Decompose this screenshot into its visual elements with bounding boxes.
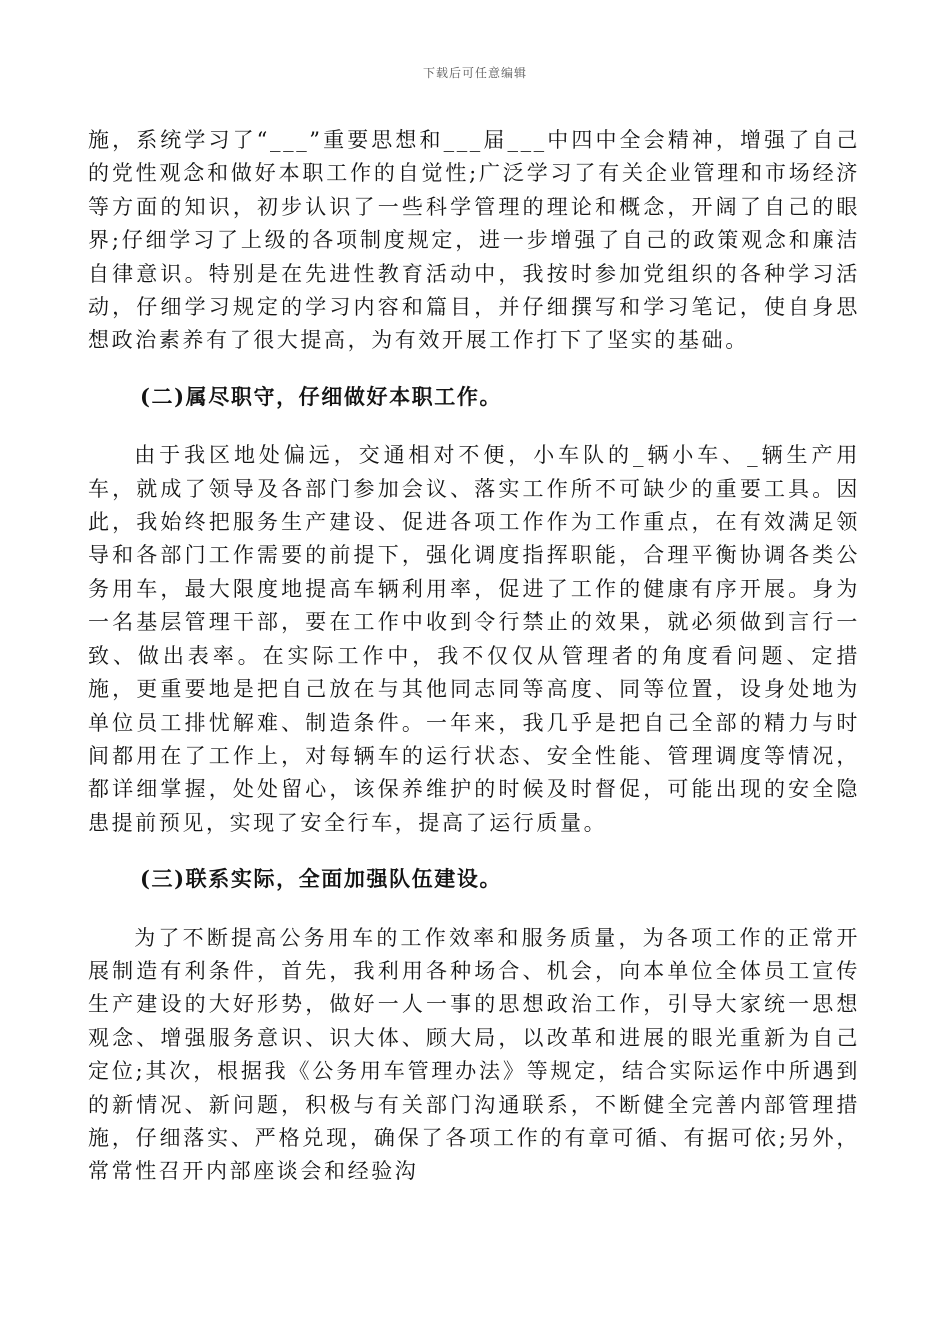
section-heading-2: (二)属尽职守，仔细做好本职工作。 [140, 383, 503, 409]
section-heading-3: (三)联系实际，全面加强队伍建设。 [140, 866, 503, 892]
document-body [88, 124, 860, 1211]
download-editable-note: 下载后可任意编辑 [422, 66, 527, 80]
paragraph-duties: 由于我区地处偏远，交通相对不便，小车队的_辆小车、_辆生产用车，就成了领导及各部门参加会议、落实工作所不可缺少的重要工具。因此，我始终把服务生产建设、促进各项工作作为工作重点，在有效满足领导和各部门工作需要的前提下，强化调度指挥职能，合理平衡协调各类公务用车，最大限度地提高车辆利用率，促进了工作的健康有序开展。身为一名基层管理干部，要在工作中收到令行禁止的效果，就必须做到言行一致、做出表率。在实际工作中，我不仅仅从管理者的角度看问题、定措施，更重要地是把自己放在与其他同志同等高度、同等位置，设身处地为单位员工排忧解难、制造条件。一年来，我几乎是把自己全部的精力与时间都用在了工作上，对每辆车的运行状态、安全性能、管理调度等情况，都详细掌握，处处留心，该保养维护的时候及时督促，可能出现的安全隐患提前预见，实现了安全行车，提高了运行质量。 [88, 443, 860, 835]
paragraph-study: 施，系统学习了“___”重要思想和___届___中四中全会精神，增强了自己的党性观念和做好本职工作的自觉性;广泛学习了有关企业管理和市场经济等方面的知识，初步认识了一些科学管理的理论和概念，开阔了自己的眼界;仔细学习了上级的各项制度规定，进一步增强了自己的政策观念和廉洁自律意识。特别是在先进性教育活动中，我按时参加党组织的各种学习活动，仔细学习规定的学习内容和篇目，并仔细撰写和学习笔记，使自身思想政治素养有了很大提高，为有效开展工作打下了坚实的基础。 [88, 128, 860, 353]
paragraph-team-building: 为了不断提高公务用车的工作效率和服务质量，为各项工作的正常开展制造有利条件，首先，我利用各种场合、机会，向本单位全体员工宣传生产建设的大好形势，做好一人一事的思想政治工作，引导大家统一思想观念、增强服务意识、识大体、顾大局，以改革和进展的眼光重新为自己定位;其次，根据我《公务用车管理办法》等规定，结合实际运作中所遇到的新情况、新问题，积极与有关部门沟通联系，不断健全完善内部管理措施，仔细落实、严格兑现，确保了各项工作的有章可循、有据可依;另外，常常性召开内部座谈会和经验沟 [88, 925, 860, 1184]
